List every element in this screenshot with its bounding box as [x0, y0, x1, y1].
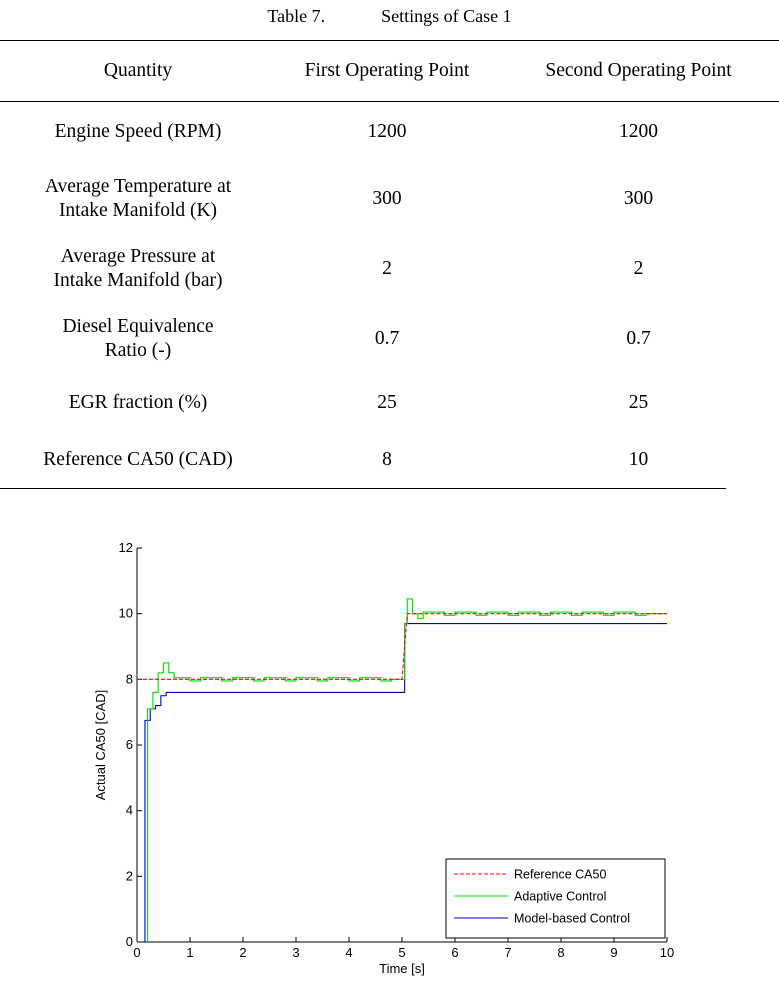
table-row [0, 432, 779, 488]
x-tick-label: 0 [133, 945, 141, 960]
legend-label: Reference CA50 [514, 867, 607, 882]
row-second-value: 1200 [619, 121, 658, 142]
x-tick-label: 4 [345, 945, 353, 960]
row-second-value: 25 [628, 392, 649, 413]
x-tick-label: 6 [451, 945, 459, 960]
y-tick-label: 2 [125, 868, 133, 884]
x-tick-label: 2 [239, 945, 247, 960]
quantity-line: Reference CA50 (CAD) [43, 449, 233, 470]
x-axis-label: Time [s] [379, 961, 425, 976]
x-tick-label: 5 [398, 945, 406, 960]
row-first-value: 2 [382, 258, 392, 279]
y-tick-label: 12 [118, 540, 133, 555]
header-second-operating-point: Second Operating Point [545, 60, 732, 81]
row-first-value: 8 [382, 449, 392, 470]
quantity-line: Average Pressure at [60, 246, 216, 267]
row-second-value: 0.7 [626, 328, 651, 349]
row-second-value: 2 [633, 258, 644, 279]
row-first-value: 300 [372, 188, 402, 209]
table-title: Settings of Case 1 [381, 6, 512, 26]
y-tick-label: 6 [125, 737, 133, 752]
x-tick-label: 10 [659, 945, 675, 960]
row-quantity [0, 234, 276, 304]
table-caption [0, 6, 779, 27]
ca50-line-chart [80, 528, 700, 990]
row-second-value: 10 [628, 449, 649, 470]
row-quantity [0, 374, 276, 432]
table-row [0, 164, 779, 234]
table-row [0, 100, 779, 164]
quantity-line: Intake Manifold (K) [58, 200, 218, 221]
table-header-row [0, 42, 779, 100]
row-quantity [0, 432, 276, 488]
table-number: Table 7. [267, 6, 326, 26]
row-quantity [0, 164, 276, 234]
x-tick-label: 8 [557, 945, 565, 960]
table-top-rule [0, 40, 779, 41]
settings-table [0, 42, 779, 488]
table-bottom-rule [0, 488, 726, 489]
quantity-line: Average Temperature at [44, 176, 232, 197]
quantity-line: Engine Speed (RPM) [54, 121, 222, 142]
table-row [0, 374, 779, 432]
y-axis-label: Actual CA50 [CAD] [93, 689, 108, 801]
row-first-value: 25 [377, 392, 397, 413]
row-first-value: 1200 [367, 121, 407, 142]
quantity-line: Ratio (-) [104, 340, 172, 361]
row-second-value: 300 [623, 188, 654, 209]
legend-label: Model-based Control [514, 911, 631, 926]
row-first-value: 0.7 [374, 328, 400, 349]
x-tick-label: 7 [504, 945, 512, 960]
header-quantity: Quantity [103, 60, 173, 81]
x-tick-label: 3 [292, 945, 300, 960]
x-tick-label: 1 [186, 945, 194, 960]
legend-label: Adaptive Control [514, 889, 607, 904]
row-quantity [0, 304, 276, 374]
quantity-line: Diesel Equivalence [62, 316, 214, 337]
y-tick-label: 8 [125, 671, 133, 687]
row-quantity [0, 100, 276, 164]
x-tick-label: 9 [610, 945, 618, 960]
y-tick-label: 4 [125, 802, 133, 818]
y-tick-label: 10 [118, 605, 133, 621]
table-row [0, 304, 779, 374]
table-row [0, 234, 779, 304]
quantity-line: EGR fraction (%) [68, 392, 208, 413]
quantity-line: Intake Manifold (bar) [53, 270, 223, 291]
header-first-operating-point: First Operating Point [304, 60, 470, 81]
y-tick-label: 0 [125, 934, 133, 949]
